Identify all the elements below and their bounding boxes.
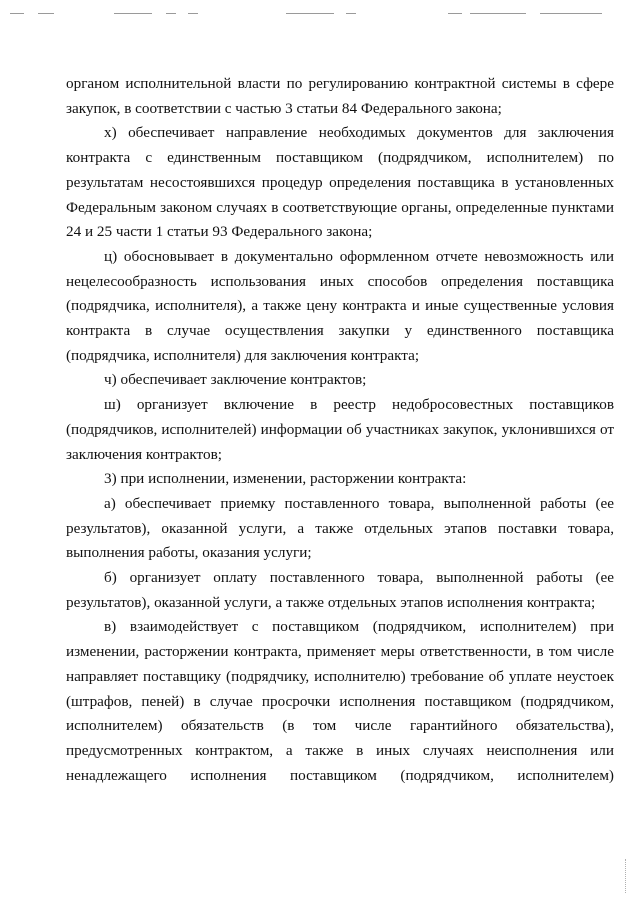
scan-mark xyxy=(166,13,176,14)
paragraph-item-ts: ц) обосновывает в документально оформленном отчете невозможность или нецелесообразность использования иных способов определения поставщика (подрядчика, исполнителя), а также цену контракта и иные существенные условия контракта в случае осуществления закупки у единственного поставщика (подрядчика, исполнителя) для заключения контракта; xyxy=(66,247,614,364)
paragraph-item-v: в) взаимодействует с поставщиком (подрядчиком, исполнителем) при изменении, расторжении контракта, применяет меры ответственности, в том числе направляет поставщику (подрядчику, исполнителю) требование об уплате неустоек (штрафов, пеней) в случае просрочки исполнения поставщиком (подрядчиком, исполнителем) обязательств (в том числе гарантийного обязательства), предусмотренных контрактом, а также в иных случаях неисполнения или ненадлежащего исполнения поставщиком (подрядчиком, исполнителем) xyxy=(66,618,614,784)
scan-mark xyxy=(540,13,602,14)
paragraph-continuation: органом исполнительной власти по регулированию контрактной системы в сфере закупок, в соответствии с частью 3 статьи 84 Федерального закона; xyxy=(66,75,614,117)
scan-mark xyxy=(188,13,198,14)
scan-mark xyxy=(470,13,526,14)
scan-mark xyxy=(10,13,24,14)
paragraph-item-sh: ш) организует включение в реестр недобросовестных поставщиков (подрядчиков, исполнителей) информации об участниках закупок, уклонившихся от заключения контрактов; xyxy=(66,396,614,463)
scan-mark xyxy=(448,13,462,14)
paragraph-item-a: а) обеспечивает приемку поставленного товара, выполненной работы (ее результатов), оказанной услуги, а также отдельных этапов поставки товара, выполнения работы, оказания услуги; xyxy=(66,494,614,562)
paragraph-section-3: 3) при исполнении, изменении, расторжении контракта: xyxy=(104,470,467,488)
paragraph-item-ch: ч) обеспечивает заключение контрактов; xyxy=(104,371,367,389)
scan-mark xyxy=(38,13,54,14)
scan-speck xyxy=(619,859,626,893)
scan-mark xyxy=(346,13,356,14)
paragraph-item-x: х) обеспечивает направление необходимых документов для заключения контракта с единственным поставщиком (подрядчиком, исполнителем) по результатам несостоявшихся процедур определения поставщика в установленных Федеральным законом случаях в соответствующие органы, определенные пунктами 24 и 25 части 1 статьи 93 Федерального закона; xyxy=(66,124,614,241)
paragraph-item-b: б) организует оплату поставленного товара, выполненной работы (ее результатов), оказанной услуги, а также отдельных этапов исполнения контракта; xyxy=(66,569,614,611)
scan-mark xyxy=(286,13,334,14)
scan-mark xyxy=(114,13,152,14)
document-body xyxy=(66,72,614,788)
